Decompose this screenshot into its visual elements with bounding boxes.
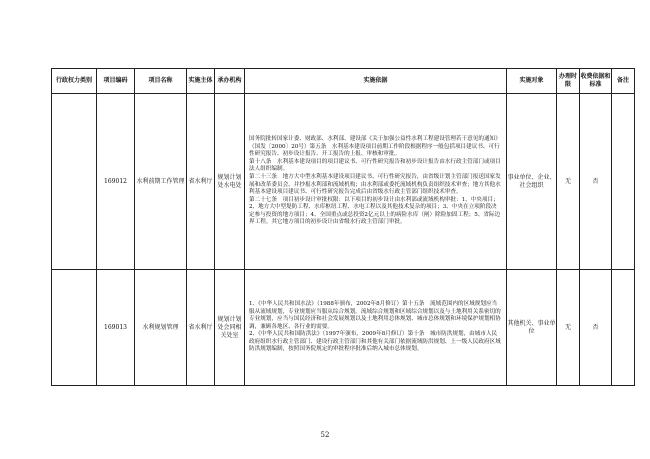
table-row [52, 94, 635, 270]
row-deadline: 无 [557, 94, 580, 270]
row-category [52, 270, 97, 386]
row-remark [612, 94, 635, 270]
header-name: 项目名称 [135, 69, 187, 94]
admin-power-table [51, 68, 635, 386]
header-remark: 备注 [612, 69, 635, 94]
basis-paragraph: 第十八条 水利基本建设项目的项目建议书、可行性研究报告和初步设计报告由水行政主管部门或项目法人组织编制。 [249, 158, 501, 173]
row-basis [245, 270, 507, 386]
row-name: 水利前期工作管理 [135, 94, 187, 270]
row-fee: 否 [580, 94, 612, 270]
basis-paragraph: 1、《中华人民共和国水法》（1988年颁布，2002年8月修订）第十五条 流域范围内的区域规划应当服从流域规划，专业规划应当服从综合规划。流域综合规划和区域综合规划以及与土地利用关系密切的专业规划，应当与国民经济和社会发展规划以及土地利用总体规划、城市总体规划和环境保护规划相协调，兼顾各地区、各行业的需要。 [249, 300, 501, 330]
header-undertaker: 承办机构 [215, 69, 245, 94]
row-basis [245, 94, 507, 270]
basis-paragraph: 2、《中华人民共和国防洪法》（1997年颁布，2009年8月修订）第十条 城市防洪规划，由城市人民政府组织水行政主管部门、建设行政主管部门和其他有关部门依据流域防洪规划、上一级人民政府区域防洪规划编制，按照国务院规定的审批程序批准后纳入城市总体规划。 [249, 331, 501, 353]
row-subject: 省水利厅 [187, 94, 215, 270]
row-remark [612, 270, 635, 386]
basis-paragraph: 国务院批转国家计委、财政部、水利部、建设部《关于加强公益性水利工程建设管理若干意见的通知》（国发〔2000〕20号）第五条 水利基本建设项目前期工作阶段根据程序一般包括项目建议书、可行性研究报告、初步设计报告、开工报告的上报、审核和审批。 [249, 135, 501, 158]
row-undertaker: 规划计划处水电处 [215, 94, 245, 270]
row-fee: 否 [580, 270, 612, 386]
row-category [52, 94, 97, 270]
header-category: 行政权力类别 [52, 69, 97, 94]
row-subject: 省水利厅 [187, 270, 215, 386]
basis-paragraph: 第二十七条 项目初步设计审批权限：以下项目的初步设计由水利部或流域机构审批：1、中央项目；2、地方大中型堤防工程、水库枢纽工程、水电工程以及其他技术复杂的项目；3、中央在立项阶段决定参与投资的地方项目；4、全国重点或总投资2亿元以上的病险水库（闸）除险加固工程；5、省际边界工程。其它地方项目的初步设计由省级水行政主管部门审批。 [249, 196, 501, 226]
row-deadline: 无 [557, 270, 580, 386]
header-fee: 收费依据和标准 [580, 69, 612, 94]
header-subject: 实施主体 [187, 69, 215, 94]
row-name: 水利规划管理 [135, 270, 187, 386]
table-header-row [52, 69, 635, 94]
row-code: 169012 [97, 94, 135, 270]
header-basis: 实施依据 [245, 69, 507, 94]
row-code: 169013 [97, 270, 135, 386]
header-target: 实施对象 [507, 69, 557, 94]
row-target: 事业单位、企业、社会组织 [507, 94, 557, 270]
page-number: 52 [320, 431, 330, 439]
header-code: 项目编码 [97, 69, 135, 94]
basis-paragraph: 第二十三条 地方大中型水利基本建设项目建议书、可行性研究报告，由省级计划主管部门报送国家发展和改革委员会，并抄报水利部和流域机构；由水利部或委托流域机构负责组织技术审查；地方其他水利基本建设项目建议书、可行性研究报告完成后由省级水行政主管部门组织技术审查。 [249, 173, 501, 196]
table-row [52, 270, 635, 386]
header-deadline: 办理时限 [557, 69, 580, 94]
row-target: 其他机关、事业单位 [507, 270, 557, 386]
row-undertaker: 规划计划处会同相关处室 [215, 270, 245, 386]
